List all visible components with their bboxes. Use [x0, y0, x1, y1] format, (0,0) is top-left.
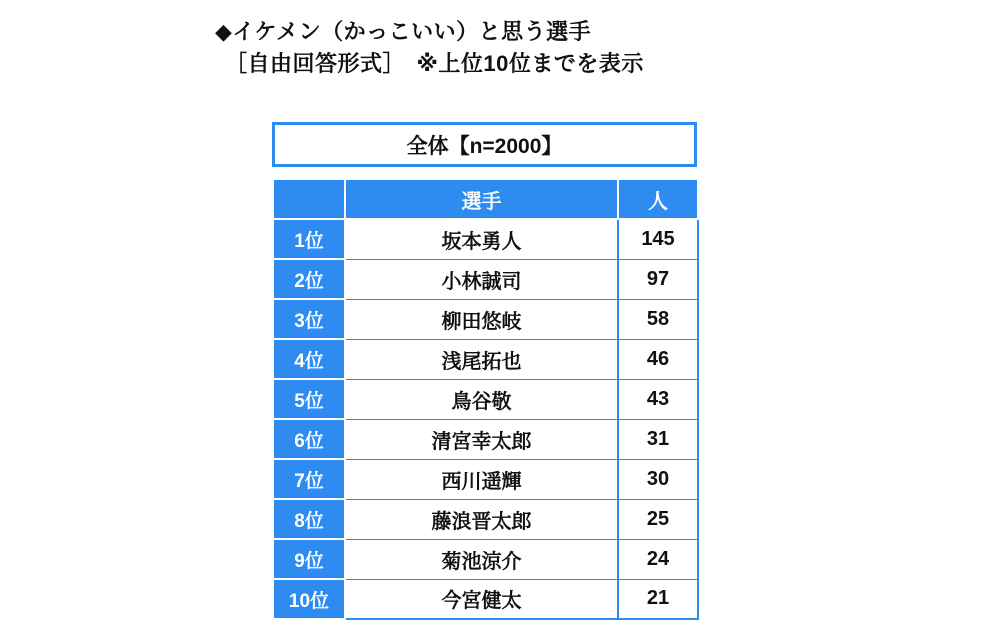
page-title-line1: ◆イケメン（かっこいい）と思う選手 — [215, 19, 592, 44]
count-cell: 97 — [618, 259, 698, 299]
player-name-cell: 坂本勇人 — [345, 219, 618, 259]
count-cell: 21 — [618, 579, 698, 619]
rank-cell: 6位 — [273, 419, 345, 459]
table-body — [273, 219, 698, 619]
table-row — [273, 499, 698, 539]
count-cell: 30 — [618, 459, 698, 499]
player-name-cell: 清宮幸太郎 — [345, 419, 618, 459]
count-cell: 31 — [618, 419, 698, 459]
column-header-player: 選手 — [345, 179, 618, 219]
player-name-cell: 藤浪晋太郎 — [345, 499, 618, 539]
count-cell: 58 — [618, 299, 698, 339]
ranking-table — [272, 178, 699, 620]
table-row — [273, 539, 698, 579]
rank-cell: 8位 — [273, 499, 345, 539]
rank-cell: 2位 — [273, 259, 345, 299]
table-row — [273, 419, 698, 459]
table-row — [273, 299, 698, 339]
player-name-cell: 鳥谷敬 — [345, 379, 618, 419]
table-row — [273, 339, 698, 379]
rank-cell: 3位 — [273, 299, 345, 339]
player-name-cell: 浅尾拓也 — [345, 339, 618, 379]
player-name-cell: 菊池涼介 — [345, 539, 618, 579]
count-cell: 25 — [618, 499, 698, 539]
rank-cell: 7位 — [273, 459, 345, 499]
count-cell: 145 — [618, 219, 698, 259]
table-header — [273, 179, 698, 219]
rank-cell: 10位 — [273, 579, 345, 619]
player-name-cell: 小林誠司 — [345, 259, 618, 299]
column-header-count: 人 — [618, 179, 698, 219]
rank-cell: 5位 — [273, 379, 345, 419]
player-name-cell: 柳田悠岐 — [345, 299, 618, 339]
page-title — [215, 16, 644, 80]
table-header-row — [273, 179, 698, 219]
table-row — [273, 379, 698, 419]
table-row — [273, 259, 698, 299]
page-title-line2: ［自由回答形式］ ※上位10位までを表示 — [225, 50, 644, 76]
count-cell: 24 — [618, 539, 698, 579]
rank-cell: 9位 — [273, 539, 345, 579]
table-row — [273, 219, 698, 259]
player-name-cell: 西川遥輝 — [345, 459, 618, 499]
rank-cell: 1位 — [273, 219, 345, 259]
count-cell: 43 — [618, 379, 698, 419]
rank-cell: 4位 — [273, 339, 345, 379]
group-title-label: 全体【n=2000】 — [406, 134, 563, 158]
table-row — [273, 459, 698, 499]
count-cell: 46 — [618, 339, 698, 379]
table-row — [273, 579, 698, 619]
group-title-box — [272, 122, 697, 167]
ranking-table-container — [272, 178, 697, 620]
player-name-cell: 今宮健太 — [345, 579, 618, 619]
column-header-rank — [273, 179, 345, 219]
